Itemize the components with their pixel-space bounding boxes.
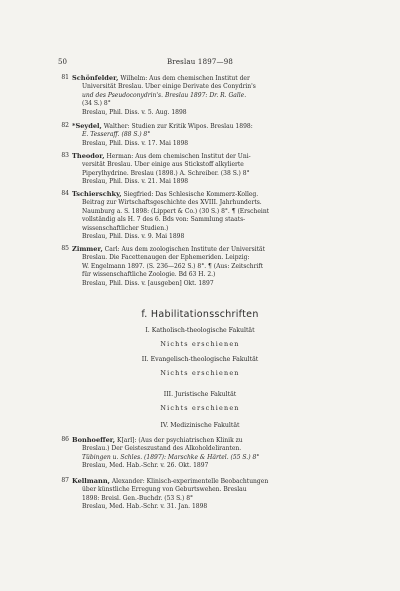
entry-number: 84 bbox=[61, 190, 69, 197]
entry-number: 81 bbox=[61, 74, 69, 81]
entry-text: vollständig als H. 7 des 6. Bds von: Sammlung staats- bbox=[82, 216, 246, 224]
faculty-heading: II. Evangelisch-theologische Fakultät bbox=[141, 356, 259, 363]
entry-text: Siegfried: Das Schlesische Kommerz-Kolleg. bbox=[121, 191, 259, 198]
bibliography-entry bbox=[61, 152, 372, 187]
entry-author: Theodor, bbox=[72, 152, 105, 160]
entry-text: K[arl]: (Aus der psychiatrischen Klinik zu bbox=[115, 437, 243, 444]
entry-text: W. Engelmann 1897. (S. 236—262 S.) 8°. ¶ (Aus: Zeitschrift bbox=[82, 262, 264, 270]
running-header: Breslau 1897—98 bbox=[166, 58, 234, 66]
entry-author: Kellmann, bbox=[72, 477, 110, 485]
bibliography-entry bbox=[61, 477, 372, 512]
entry-place: Breslau, Phil. Diss. v. [ausgeben] Okt. 1897 bbox=[82, 279, 214, 287]
entry-text: über künstliche Erregung von Geburtswehen. Breslau bbox=[82, 486, 247, 494]
entry-author: *Seydel, bbox=[72, 122, 102, 130]
entry-text: Tübingen u. Schles. (1897): Marschke & Härtel. (55 S.) 8° bbox=[82, 453, 260, 461]
entry-text: Herman: Aus dem chemischen Institut der Uni- bbox=[104, 153, 251, 160]
entry-text: und des Pseudoconydrin's. Breslau 1897: Dr. R. Galle. bbox=[82, 91, 247, 99]
entry-text: E. Tesseraff. (88 S.) 8° bbox=[82, 131, 151, 139]
entry-number: 87 bbox=[61, 477, 69, 484]
entry-text: versität Breslau. Über einige aus Stickstoff alkylierte bbox=[82, 161, 244, 169]
entry-author: Zimmer, bbox=[72, 245, 103, 253]
entry-text: Carl: Aus dem zoologischen Institute der Universität bbox=[102, 246, 266, 253]
entry-number: 83 bbox=[61, 152, 69, 159]
bibliography-entry bbox=[61, 436, 372, 471]
entry-text: wissenschaftlicher Studien.) bbox=[82, 224, 169, 232]
faculty-note: Nichts erschienen bbox=[160, 369, 240, 377]
entry-number: 86 bbox=[61, 436, 69, 443]
entry-place: Breslau, Phil. Diss. v. 5. Aug. 1898 bbox=[82, 108, 187, 116]
bibliography-entry bbox=[61, 190, 372, 241]
entry-text: Universität Breslau. Über einige Derivate des Conydrin's bbox=[82, 83, 256, 91]
entry-text: Breslau.) Der Geisteszustand des Alkoholdeliranten. bbox=[82, 445, 242, 453]
entry-text: Wilhelm: Aus dem chemischen Institut der bbox=[118, 75, 250, 82]
entry-text: 1898: Breisl. Gen.-Buchdr. (53 S.) 8° bbox=[82, 494, 194, 502]
entry-author: Tschierschky, bbox=[72, 190, 122, 198]
faculty-heading: IV. Medizinische Fakultät bbox=[160, 422, 240, 429]
bibliography-entry bbox=[61, 122, 372, 148]
entry-author: Bonhoeffer, bbox=[72, 436, 116, 444]
entry-text: Breslau. Die Facettenaugen der Ephemeriden. Leipzig: bbox=[82, 254, 250, 262]
entry-text: (34 S.) 8° bbox=[82, 100, 111, 108]
entry-place: Breslau, Phil. Diss. v. 17. Mai 1898 bbox=[82, 139, 189, 147]
entry-text: Alexander: Klinisch-experimentelle Beobachtungen bbox=[109, 478, 269, 485]
entry-text: Naumburg a. S. 1898: (Lippert & Co.) (30 S.) 8°. ¶ (Erscheint bbox=[82, 207, 270, 215]
entry-text: Piperylhydrine. Breslau (1898.) A. Schreiber. (38 S.) 8° bbox=[82, 169, 250, 177]
bibliography-entry bbox=[61, 74, 372, 117]
section-title: f. Habilitationsschriften bbox=[141, 309, 259, 320]
faculty-heading: III. Juristische Fakultät bbox=[163, 391, 237, 398]
entry-number: 85 bbox=[61, 245, 69, 252]
entry-number: 82 bbox=[61, 122, 69, 129]
entry-text: Walther: Studien zur Kritik Wipos. Breslau 1898: bbox=[101, 123, 253, 130]
faculty-heading: I. Katholisch-theologische Fakultät bbox=[145, 327, 255, 334]
entry-place: Breslau, Med. Hab.-Schr. v. 26. Okt. 1897 bbox=[82, 462, 209, 470]
faculty-note: Nichts erschienen bbox=[160, 340, 240, 348]
entry-place: Breslau, Med. Hab.-Schr. v. 31. Jan. 1898 bbox=[82, 503, 208, 511]
entry-text: Beitrag zur Wirtschaftsgeschichte des XVIII. Jahrhunderts. bbox=[82, 199, 262, 207]
entry-place: Breslau, Phil. Diss. v. 21. Mai 1898 bbox=[82, 178, 189, 186]
entry-place: Breslau, Phil. Diss. v. 9. Mai 1898 bbox=[82, 233, 185, 241]
bibliography-entry bbox=[61, 245, 372, 288]
entry-author: Schönfelder, bbox=[72, 74, 119, 82]
page-number: 50 bbox=[58, 58, 67, 66]
entry-text: für wissenschaftliche Zoologie. Bd 63 H. 2.) bbox=[82, 271, 216, 279]
faculty-note: Nichts erschienen bbox=[160, 404, 240, 412]
